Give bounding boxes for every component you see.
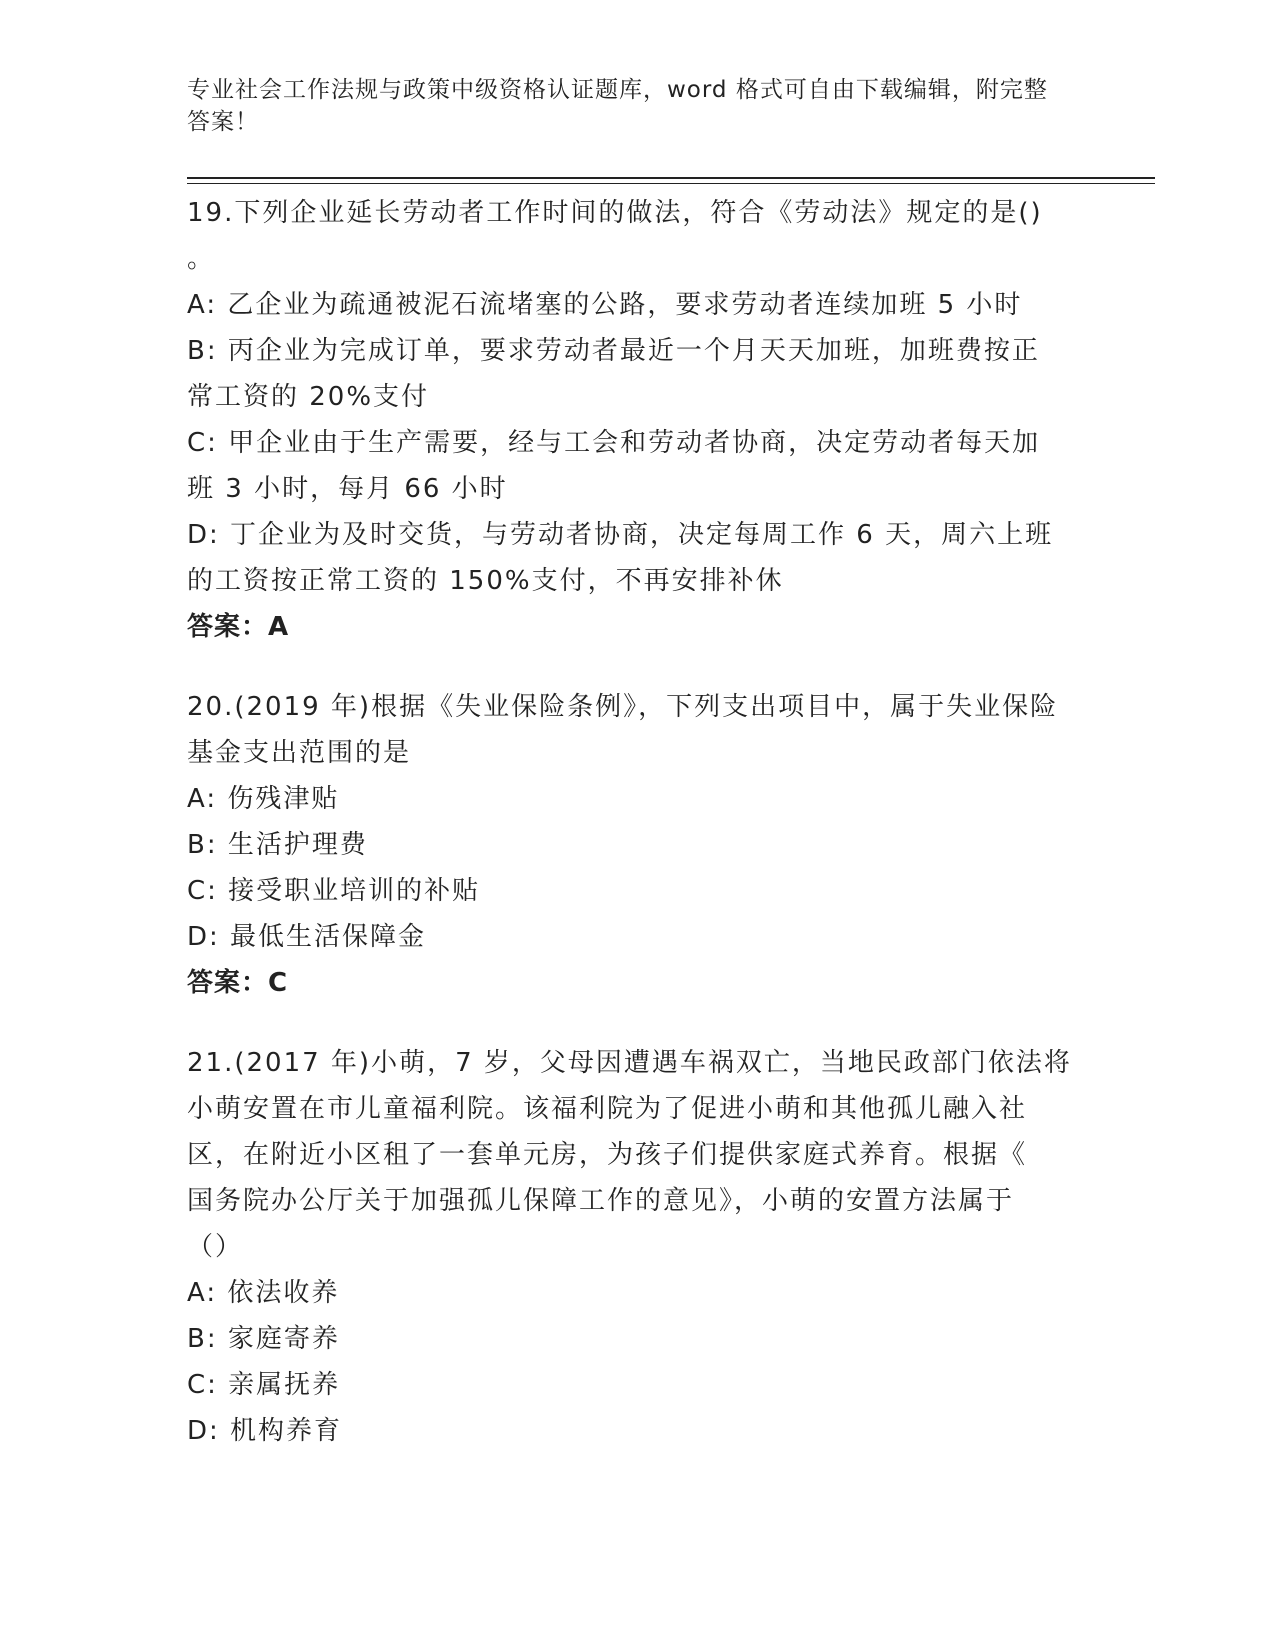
question-stem-line: 19.下列企业延长劳动者工作时间的做法，符合《劳动法》规定的是() xyxy=(187,198,1043,228)
header-note-line-1: 专业社会工作法规与政策中级资格认证题库，word 格式可自由下载编辑，附完整 xyxy=(187,77,1048,103)
question-stem-line: 基金支出范围的是 xyxy=(187,738,412,768)
answer-label: 答案：A xyxy=(187,612,290,642)
question-stem-line: 小萌安置在市儿童福利院。该福利院为了促进小萌和其他孤儿融入社 xyxy=(187,1094,1028,1124)
option-d: D: 机构养育 xyxy=(187,1416,343,1446)
option-c: C: 接受职业培训的补贴 xyxy=(187,876,481,906)
question-stem-line: （） xyxy=(187,1232,244,1262)
option-d: D: 丁企业为及时交货，与劳动者协商，决定每周工作 6 天，周六上班 xyxy=(187,520,1054,550)
document-header-note xyxy=(187,74,1077,138)
question-stem-line: 21.(2017 年)小萌，7 岁，父母因遭遇车祸双亡，当地民政部门依法将 xyxy=(187,1048,1072,1078)
option-b: B: 生活护理费 xyxy=(187,830,368,860)
question-stem-line: 区，在附近小区租了一套单元房，为孩子们提供家庭式养育。根据《 xyxy=(187,1140,1028,1170)
option-c: C: 亲属抚养 xyxy=(187,1370,341,1400)
option-b: B: 丙企业为完成订单，要求劳动者最近一个月天天加班，加班费按正 xyxy=(187,336,1040,366)
question-19 xyxy=(187,190,1087,650)
option-b: B: 家庭寄养 xyxy=(187,1324,340,1354)
option-c-continued: 班 3 小时，每月 66 小时 xyxy=(187,474,508,504)
option-b-continued: 常工资的 20%支付 xyxy=(187,382,430,412)
header-divider-thick xyxy=(187,177,1155,179)
question-stem-line: 。 xyxy=(187,244,216,274)
option-d: D: 最低生活保障金 xyxy=(187,922,427,952)
question-21 xyxy=(187,1040,1087,1454)
header-note-line-2: 答案！ xyxy=(187,109,259,135)
option-c: C: 甲企业由于生产需要，经与工会和劳动者协商，决定劳动者每天加 xyxy=(187,428,1041,458)
option-d-continued: 的工资按正常工资的 150%支付，不再安排补休 xyxy=(187,566,784,596)
option-a: A: 乙企业为疏通被泥石流堵塞的公路，要求劳动者连续加班 5 小时 xyxy=(187,290,1023,320)
option-a: A: 依法收养 xyxy=(187,1278,340,1308)
option-a: A: 伤残津贴 xyxy=(187,784,340,814)
question-20 xyxy=(187,684,1087,1006)
header-divider-thin xyxy=(187,183,1155,184)
question-stem-line: 20.(2019 年)根据《失业保险条例》，下列支出项目中，属于失业保险 xyxy=(187,692,1059,722)
question-stem-line: 国务院办公厅关于加强孤儿保障工作的意见》，小萌的安置方法属于 xyxy=(187,1186,1015,1216)
answer-label: 答案：C xyxy=(187,968,289,998)
question-list xyxy=(187,190,1087,1488)
